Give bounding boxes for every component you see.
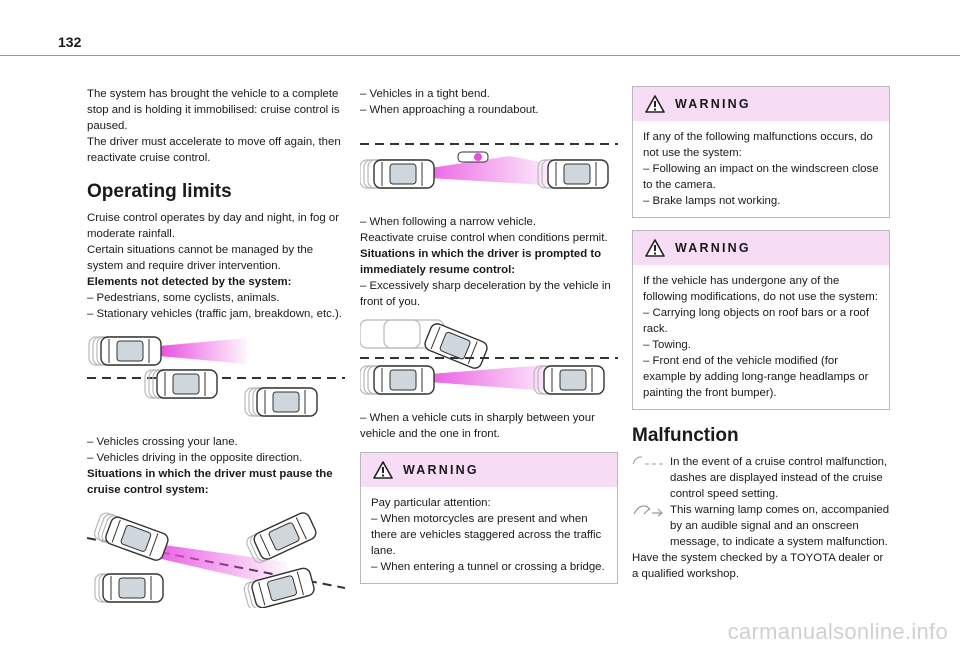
malfunction-text-1: In the event of a cruise control malfunction, dashes are displayed instead of the cruise control speed setting. xyxy=(670,456,888,500)
intro-paragraph-2: The driver must accelerate to move off again, then reactivate cruise control. xyxy=(87,136,341,164)
resume-item: – Excessively sharp deceleration by the vehicle in front of you. xyxy=(360,280,611,308)
warning-line-1: If any of the following malfunctions occurs, do not use the system: xyxy=(643,131,873,159)
malfunction-lamp-row xyxy=(632,502,890,550)
not-detected-item-2: – Stationary vehicles (traffic jam, breakdown, etc.). xyxy=(87,308,342,320)
not-detected-item-1: – Pedestrians, some cyclists, animals. xyxy=(87,292,280,304)
own-vehicle xyxy=(101,337,161,365)
crossing-item-1: – Vehicles crossing your lane. xyxy=(87,436,238,448)
warning-box-modifications xyxy=(632,230,890,410)
warning-line-4: – Front end of the vehicle modified (for example by adding long-range headlamps or painting the front bumper). xyxy=(643,355,869,399)
own-vehicle xyxy=(374,160,434,188)
cutin-item: – When a vehicle cuts in sharply between your vehicle and the one in front. xyxy=(360,412,595,440)
warning-line-1: Pay particular attention: xyxy=(371,497,491,509)
illustration-crossing-vehicles xyxy=(87,508,345,608)
warning-line-3: – Brake lamps not working. xyxy=(643,195,781,207)
malfunction-text-3: Have the system checked by a TOYOTA dealer or a qualified workshop. xyxy=(632,552,884,580)
own-vehicle xyxy=(374,366,434,394)
resume-title: Situations in which the driver is prompted to immediately resume control: xyxy=(360,248,602,276)
warning-triangle-icon xyxy=(373,461,393,479)
watermark: carmanualsonline.info xyxy=(727,619,948,644)
reactivate-text: Reactivate cruise control when conditions permit. xyxy=(360,232,608,244)
warning-triangle-icon xyxy=(645,95,665,113)
cruise-control-warning-lamp-icon xyxy=(632,503,664,517)
column-left xyxy=(87,86,344,608)
page-number: 132 xyxy=(58,34,82,50)
column-right xyxy=(632,86,890,582)
warning-box-malfunctions xyxy=(632,86,890,218)
warning-title: WARNING xyxy=(675,97,751,111)
warning-title: WARNING xyxy=(675,241,751,255)
motorcycle-icon xyxy=(458,152,488,162)
column-middle xyxy=(360,86,618,584)
malfunction-dashes-row xyxy=(632,454,890,502)
warning-body xyxy=(361,487,617,583)
warning-body xyxy=(633,121,889,217)
warning-line-2: – When motorcycles are present and when there are vehicles staggered across the traffic lane. xyxy=(371,513,602,557)
radar-beam xyxy=(430,156,560,186)
warning-header xyxy=(633,87,889,121)
illustration-cut-in-vehicle xyxy=(360,316,618,400)
crossing-item-2: – Vehicles driving in the opposite direction. xyxy=(87,452,303,464)
malfunction-text-2: This warning lamp comes on, accompanied by an audible signal and an onscreen message, to indicate a system malfunction. xyxy=(670,504,890,548)
speed-dashes-icon xyxy=(632,455,664,467)
header-rule xyxy=(0,55,960,56)
limits-text-2: Certain situations cannot be managed by the system and require driver intervention. xyxy=(87,244,314,272)
warning-line-1: If the vehicle has undergone any of the following modifications, do not use the system: xyxy=(643,275,878,303)
heading-malfunction: Malfunction xyxy=(632,425,739,446)
warning-line-3: – When entering a tunnel or crossing a bridge. xyxy=(371,561,605,573)
warning-body xyxy=(633,265,889,409)
limits-text-1: Cruise control operates by day and night, in fog or moderate rainfall. xyxy=(87,212,340,240)
not-detected-title: Elements not detected by the system: xyxy=(87,276,292,288)
warning-triangle-icon xyxy=(645,239,665,257)
warning-box-motorcycles xyxy=(360,452,618,584)
pause-title: Situations in which the driver must pause the cruise control system: xyxy=(87,468,333,496)
bend-item-1: – Vehicles in a tight bend. xyxy=(360,88,490,100)
illustration-stationary-vehicles xyxy=(87,334,345,422)
warning-line-3: – Towing. xyxy=(643,339,691,351)
radar-beam xyxy=(159,338,247,364)
warning-line-2: – Carrying long objects on roof bars or a roof rack. xyxy=(643,307,870,335)
heading-operating-limits: Operating limits xyxy=(87,181,232,202)
warning-line-2: – Following an impact on the windscreen close to the camera. xyxy=(643,163,879,191)
warning-header xyxy=(361,453,617,487)
intro-paragraph-1: The system has brought the vehicle to a complete stop and is holding it immobilised: cruise control is paused. xyxy=(87,88,340,132)
warning-header xyxy=(633,231,889,265)
illustration-narrow-vehicle xyxy=(360,138,618,204)
warning-title: WARNING xyxy=(403,463,479,477)
narrow-item: – When following a narrow vehicle. xyxy=(360,216,537,228)
bend-item-2: – When approaching a roundabout. xyxy=(360,104,539,116)
